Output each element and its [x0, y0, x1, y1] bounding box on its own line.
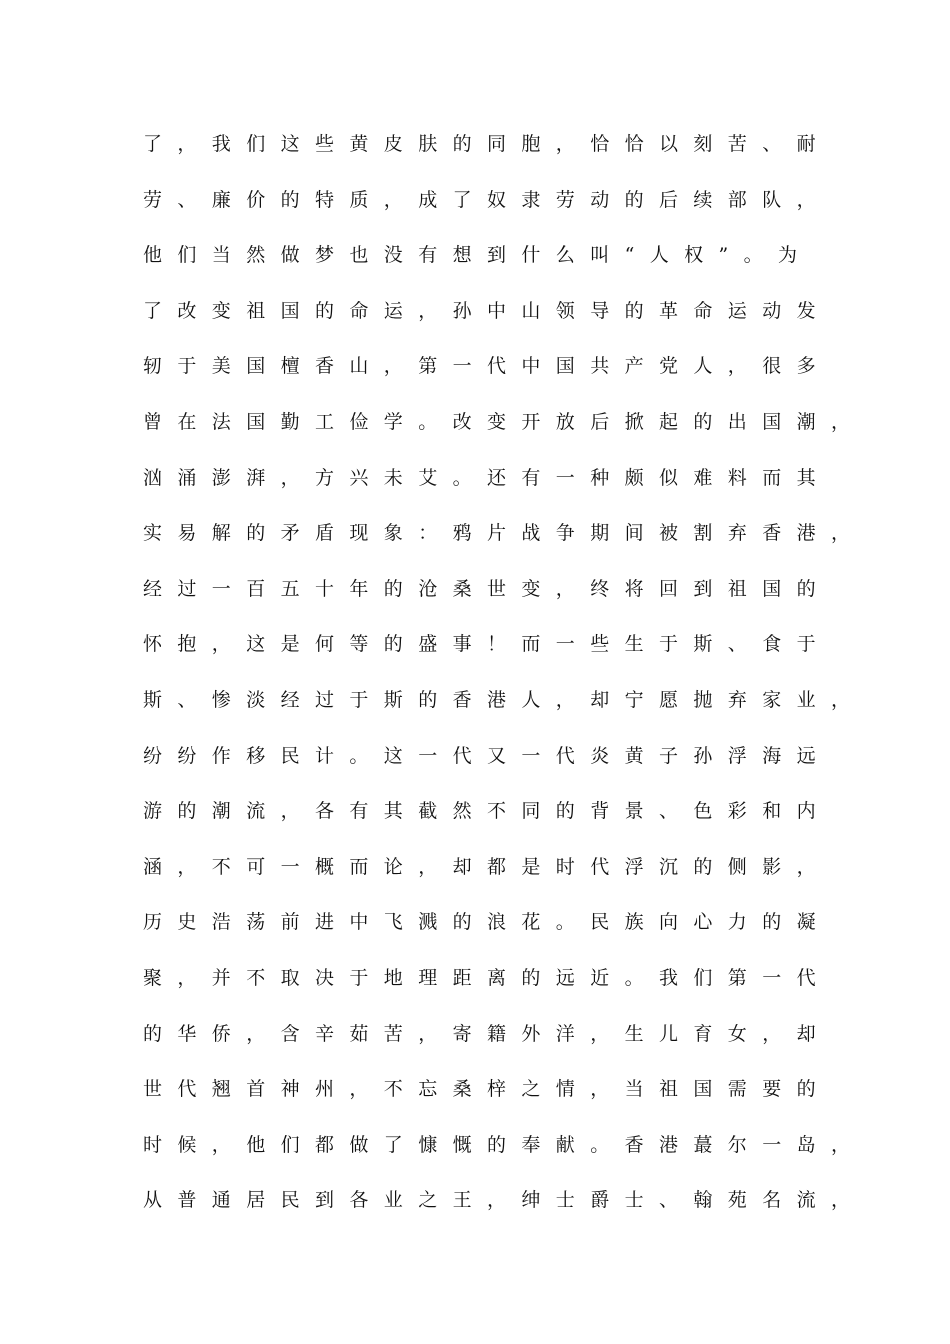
text-line: 轫于美国檀香山，第一代中国共产党人，很多: [143, 355, 832, 378]
text-line: 劳、廉价的特质，成了奴隶劳动的后续部队，: [143, 188, 832, 211]
text-line: 从普通居民到各业之王，绅士爵士、翰苑名流，: [143, 1189, 866, 1212]
text-line: 聚，并不取决于地理距离的远近。我们第一代: [143, 966, 832, 989]
body-text: [143, 126, 866, 1238]
text-line: 他们当然做梦也没有想到什么叫“人权”。为: [143, 244, 813, 267]
text-line: 经过一百五十年的沧桑世变，终将回到祖国的: [143, 577, 832, 600]
text-line: 历史浩荡前进中飞溅的浪花。民族向心力的凝: [143, 911, 832, 934]
text-line: 了，我们这些黄皮肤的同胞，恰恰以刻苦、耐: [143, 133, 832, 155]
text-line: 世代翘首神州，不忘桑梓之情，当祖国需要的: [143, 1078, 832, 1101]
text-line: 时候，他们都做了慷慨的奉献。香港蕞尔一岛，: [143, 1133, 866, 1156]
text-line: 斯、惨淡经过于斯的香港人，却宁愿抛弃家业，: [143, 688, 866, 711]
text-line: 了改变祖国的命运，孙中山领导的革命运动发: [143, 299, 832, 322]
text-line: 怀抱，这是何等的盛事！而一些生于斯、食于: [143, 633, 832, 656]
text-line: 曾在法国勤工俭学。改变开放后掀起的出国潮，: [143, 410, 866, 433]
text-line: 涵，不可一概而论，却都是时代浮沉的侧影，: [143, 855, 832, 878]
text-line: 游的潮流，各有其截然不同的背景、色彩和内: [143, 800, 832, 823]
text-line: 实易解的矛盾现象：鸦片战争期间被割弃香港，: [143, 522, 866, 545]
text-line: 纷纷作移民计。这一代又一代炎黄子孙浮海远: [143, 744, 832, 767]
text-line: 汹涌澎湃，方兴未艾。还有一种颇似难料而其: [143, 466, 832, 489]
text-line: 的华侨，含辛茹苦，寄籍外洋，生儿育女，却: [143, 1022, 832, 1045]
